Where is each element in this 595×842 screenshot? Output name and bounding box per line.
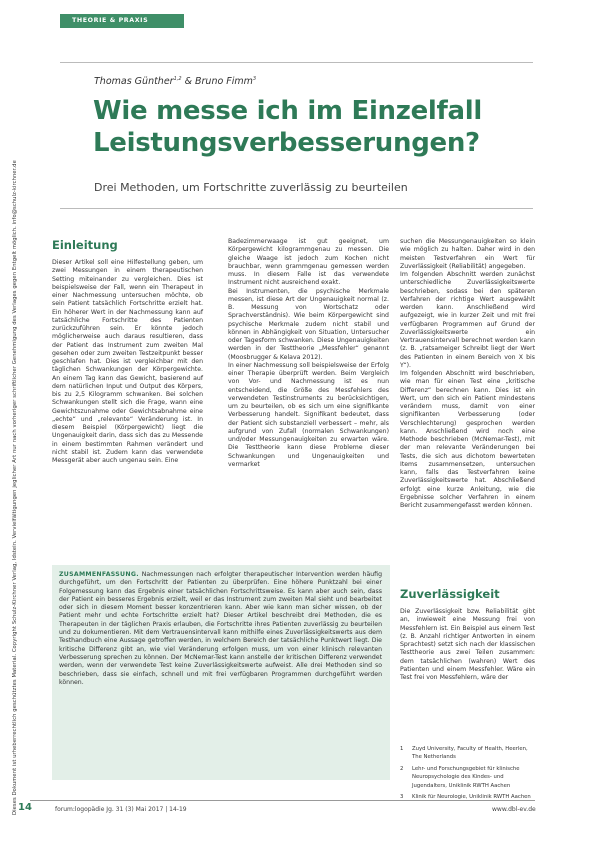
abstract-lead: ZUSAMMENFASSUNG. [59,571,139,578]
author-second: Bruno Fimm [195,76,253,88]
paragraph: Dieser Artikel soll eine Hilfestellung geben, um zwei Messungen in einem therapeutischen Setting miteinander zu vergleichen. Dies ist beispielsweise der Fall, wenn ein Therapeut in einer Nachmessung untersuchen möchte, ob sein Patient tatsächlich Fortschritte erzielt hat. Ein höherer Wert in der Nachmessung kann auf tatsächliche Fortschritte des Patienten zurückzuführen sein. Er könnte jedoch möglicherweise auch daraus resultieren, dass der Patient das Instrument zum zweiten Mal gesehen oder zum zweiten Testzeitpunkt besser geschlafen hat. Dies ist vergleichbar mit den täglichen Schwankungen der Körpergewichte. An einem Tag kann das Gewicht, basierend auf dem natürlichen Input und Output des Körpers, bis zu 2,5 Kilogramm schwanken. Bei solchen Schwankungen stellt sich die Frage, wann eine Gewichtszunahme oder Gewichtsabnahme eine „echte“ und „relevante“ Veränderung ist. In diesem Beispiel (Körpergewicht) liegt die Ungenauigkeit darin, dass sich das zu Messende in einem bestimmten Rahmen verändert und nicht stabil ist. Zudem kann das verwendete Messgerät aber auch ungenau sein. Eine [52,259,203,464]
heading-zuverlaessigkeit: Zuverlässigkeit [400,587,500,601]
affiliation-item: 3 Klinik für Neurologie, Uniklinik RWTH Aachen [400,794,531,801]
affiliations [400,745,535,804]
copyright-side-note [2,30,16,820]
paragraph: Bei Instrumenten, die psychische Merkmale messen, ist diese Art der Ungenauigkeit normal (z. B. Messung von Wortschatz oder Sprachverständnis). Wie beim Körpergewicht sind psychische Merkmale zudem nicht stabil und können in Abhängigkeit von Situation, Untersucher oder Tagesform schwanken. Diese Ungenauigkeiten werden in der Testtheorie „Messfehler“ genannt (Moosbrugger & Kelava 2012). [228,287,389,361]
author-line [94,76,256,87]
column-3-lower [400,587,535,688]
affiliation-item: 2 Lehr- und Forschungsgebiet für klinische Neuropsychologie des Kindes- und Jugendalters, Uniklinik RWTH Aachen [400,765,520,789]
paragraph: suchen die Messungenauigkeiten so klein wie möglich zu halten. Daher wird in den meisten Testverfahren ein Wert für Zuverlässigkeit (Reliabilität) angegeben. [400,238,535,270]
paragraph: Badezimmerwaage ist gut geeignet, um Körpergewicht kilogrammgenau zu messen. Die gleiche Waage ist jedoch zum Kochen nicht brauchbar, wenn grammgenau gemessen werden muss. In diesem Falle ist das verwendete Instrument nicht ausreichend exakt. [228,238,389,287]
author-separator: & [181,76,195,88]
heading-einleitung: Einleitung [52,238,118,252]
abstract-box [52,565,390,780]
section-tag: THEORIE & PRAXIS [60,14,184,28]
journal-citation: forum:logopädie Jg. 31 (3) Mai 2017 | 14-19 [55,806,187,813]
journal-website: www.dbl-ev.de [492,806,536,813]
column-2 [228,238,389,469]
column-1 [52,238,203,465]
paragraph: Im folgenden Abschnitt wird beschrieben, wie man für einen Test eine „kritische Differenz“ berechnen kann. Dies ist ein Wert, um den sich ein Patient mindestens verändern muss, damit von einer signifikanten Verbesserung (oder Verschlechterung) gesprochen werden kann. Anschließend wird noch eine Methode beschrieben (McNemar-Test), mit der man relevante Veränderungen bei Tests, die sich aus dichotom bewerteten Items zusammensetzen, untersuchen kann, falls das Testverfahren keine Zuverlässigkeitswerte hat. Abschließend erfolgt eine kurze Anleitung, wie die Ergebnisse solcher Verfahren in einem Bericht zusammengefasst werden können. [400,370,535,509]
page-number: 14 [18,802,32,813]
author-second-affil: 3 [252,76,257,82]
affiliation-item: 1 Zuyd University, Faculty of Health, Heerlen, The Netherlands [400,746,528,761]
abstract-text: Nachmessungen nach erfolgter therapeutischer Intervention werden häufig durchgeführt, um den Fortschritt der Patienten zu überprüfen. Eine höhere Punktzahl bei einer Folgemessung kann das Ergebnis einer tatsächlichen Fortschrittsweise. Es kann aber auch sein, dass der Patient ein besseres Ergebnis erzielt, weil er das Instrument zum zweiten Mal sieht und bearbeitet oder sich in diesem Moment besser konzentrieren kann. Aber wie kann man sicher wissen, ob der Patient mehr und echte Fortschritte erzielt hat? Dieser Artikel beschreibt drei Methoden, die es Therapeuten in der täglichen Praxis erlauben, die Fortschritte ihres Patienten zuverlässig zu beurteilen und zu dokumentieren. Mit dem Vertrauensintervall kann mithilfe eines Zuverlässigkeitswerts aus dem Testhandbuch eine Aussage getroffen werden, in welchem Bereich der tatsächliche Punktwert liegt. Die kritische Differenz gibt an, wie viel Veränderung erfolgen muss, um von einer klinisch relevanten Verbesserung sprechen zu können. Der McNemar-Test kann anstelle der kritischen Differenz verwendet werden, wenn der verwendete Test keine Zuverlässigkeitswerte aufweist. Alle drei Methoden sind so beschrieben, dass sie einfach, schnell und mit frei verfügbaren Programmen durchgeführt werden können. [59,571,383,686]
header-rule [60,62,533,63]
title-rule [60,208,533,209]
paragraph: Die Zuverlässigkeit bzw. Reliabilität gibt an, inwieweit eine Messung frei von Messfehlern ist. Ein Beispiel aus einem Test (z. B. Anzahl richtiger Antworten in einem Sprachtest) setzt sich nach der klassischen Testtheorie aus zwei Teilen zusammen: dem tatsächlichen (wahren) Wert des Patienten und einem Messfehler. Wäre ein Test frei von Messfehlern, wäre der [400,608,535,681]
author-first-affil: 1,2 [173,76,182,82]
footer-rule [30,800,535,801]
paragraph: In einer Nachmessung soll beispielsweise der Erfolg einer Therapie überprüft werden. Beim Vergleich von Vor- und Nachmessung ist es nun entscheidend, die Größe des Messfehlers des verwendeten Testinstruments zu berücksichtigen, um zu beurteilen, ob es sich um eine signifikante Verbesserung handelt. Signifikant bedeutet, dass der Patient sich substanziell verbessert – mehr, als aufgrund von Zufall (normalen Schwankungen) und/oder Messungenauigkeiten zu erwarten wäre. Die Testtheorie kann diese Probleme dieser Schwankungen und Ungenauigkeiten und vermarket [228,361,389,468]
article-subtitle: Drei Methoden, um Fortschritte zuverlässig zu beurteilen [94,181,408,194]
copyright-text: Dieses Dokument ist urheberrechtlich geschütztes Material. Copyright Schulz-Kirchner Verlag, Idstein. Vervielfältigungen jeglicher Art nur nach vorheriger schriftlicher Genehmigung des Verlages gegen Entgelt möglich. info@schulz-kirchner.de [12,160,18,815]
author-first: Thomas Günther [94,76,174,88]
column-3 [400,238,535,510]
article-title: Wie messe ich im Einzelfall Leistungsverbesserungen? [93,96,483,158]
paragraph: Im folgenden Abschnitt werden zunächst unterschiedliche Zuverlässigkeitswerte beschrieben, sodass bei den späteren Verfahren der richtige Wert ausgewählt werden kann. Anschließend wird aufgezeigt, wie in kurzer Zeit und mit frei verfügbaren Programmen auf Grund der Zuverlässigkeitswerte ein Vertrauensintervall berechnet werden kann (z. B. „ratsameiger Schreibt liegt der Wert des Patienten in einem Bereich von X bis Y“). [400,271,535,369]
